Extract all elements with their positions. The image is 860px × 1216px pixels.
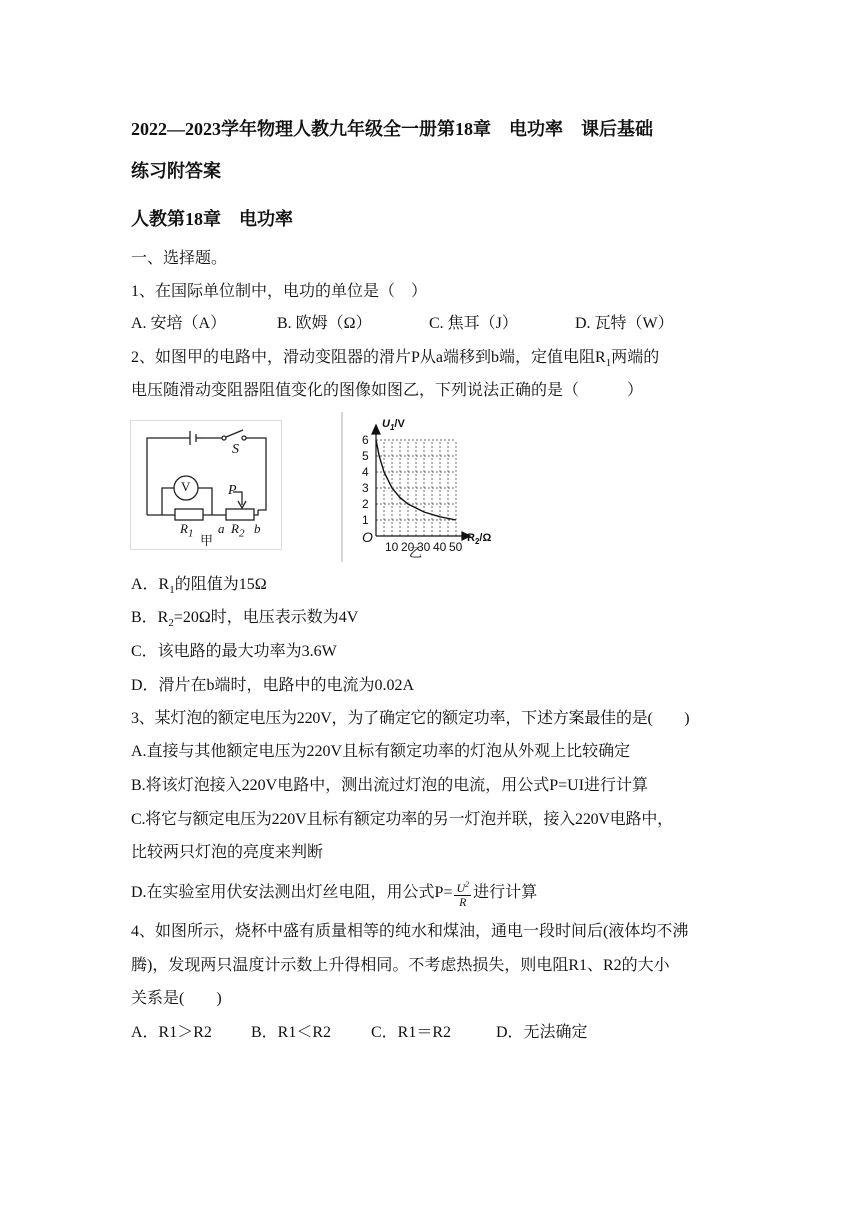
graph-y-axis-label	[382, 418, 405, 432]
y-tick-label: 1	[362, 513, 369, 527]
q2-stem-subscript: 1	[605, 357, 612, 370]
figure-caption-yi: 乙	[409, 545, 423, 560]
fraction-denominator: R	[459, 894, 467, 909]
q3-option-c-line2: 比较两只灯泡的亮度来判断	[131, 844, 324, 861]
q2-option-a	[131, 574, 267, 601]
document-title-line1: 2022—2023学年物理人教九年级全一册第18章 电功率 课后基础	[131, 119, 653, 139]
q1-option-a: A. 安培（A）	[131, 315, 227, 332]
x-tick-label: 40	[433, 540, 447, 554]
question-2-stem-line2: 电压随滑动变阻器阻值变化的图像如图乙，下列说法正确的是（ ）	[131, 382, 644, 399]
q1-option-b: B. 欧姆（Ω）	[277, 315, 372, 332]
q3-option-d-text2: 进行计算	[473, 884, 538, 901]
numerator-exponent: 2	[465, 879, 470, 889]
q2-option-d: D．滑片在b端时，电路中的电流为0.02A	[131, 677, 415, 694]
q3-option-d-text1: D.在实验室用伏安法测出灯丝电阻，用公式P=	[131, 884, 453, 901]
q3-option-c-line1: C.将它与额定电压为220V且标有额定功率的另一灯泡并联，接入220V电路中，	[131, 811, 673, 828]
question-4-stem-line2: 腾)，发现两只温度计示数上升得相同。不考虑热损失，则电阻R1、R2的大小	[131, 957, 670, 974]
x-tick-label: 30	[417, 540, 431, 554]
q4-option-d: D．无法确定	[496, 1024, 588, 1041]
q4-option-b: B．R1＜R2	[251, 1024, 332, 1041]
numerator-letter: U	[456, 880, 466, 895]
y-tick-label: 6	[362, 433, 369, 447]
q2-option-a-sub: 1	[169, 584, 175, 597]
graph-x-axis-label	[467, 532, 491, 546]
q2-option-a-text1: A．R	[131, 576, 170, 593]
y-tick-label: 3	[362, 481, 369, 495]
document-title-line2: 练习附答案	[131, 161, 221, 181]
q4-option-a: A．R1＞R2	[131, 1024, 212, 1041]
r1-label	[180, 521, 193, 540]
question-4-options	[131, 1022, 588, 1044]
q2-option-b	[131, 607, 358, 634]
y-tick-label: 5	[362, 449, 369, 463]
graph-figure	[340, 412, 510, 562]
chapter-heading: 人教第18章 电功率	[131, 209, 293, 229]
terminal-b-label: b	[254, 521, 261, 536]
q2-option-c: C．该电路的最大功率为3.6W	[131, 643, 337, 660]
r2-sub: 2	[238, 527, 245, 540]
r2-letter: R	[231, 521, 239, 536]
question-1-stem: 1、在国际单位制中，电功的单位是（ ）	[131, 283, 428, 300]
graph-origin-label: O	[362, 529, 373, 545]
x-axis-sub: 2	[474, 537, 480, 547]
question-4-stem-line3: 关系是( )	[131, 990, 222, 1007]
q2-option-b-sub: 2	[168, 617, 174, 630]
y-axis-letter: U	[382, 418, 390, 430]
q2-option-a-text2: 的阻值为15Ω	[174, 576, 267, 593]
q1-option-c: C. 焦耳（J）	[429, 315, 518, 332]
question-4-stem-line1: 4、如图所示，烧杯中盛有质量相等的纯水和煤油，通电一段时间后(液体均不沸	[131, 923, 689, 940]
r2-label	[231, 521, 244, 540]
x-axis-letter: R	[467, 532, 475, 544]
q2-option-b-text2: =20Ω时，电压表示数为4V	[173, 609, 359, 626]
section-heading: 一、选择题。	[131, 250, 228, 267]
slider-label: P	[228, 483, 237, 498]
switch-label: S	[232, 442, 239, 457]
circuit-figure	[130, 420, 282, 550]
question-3-stem: 3、某灯泡的额定电压为220V，为了确定它的额定功率，下述方案最佳的是( )	[131, 710, 690, 727]
question-1-options	[131, 313, 674, 335]
x-axis-unit: /Ω	[479, 532, 492, 544]
q4-option-c: C．R1＝R2	[371, 1024, 452, 1041]
x-tick-label: 50	[449, 540, 463, 554]
terminal-a-label: a	[218, 521, 225, 536]
q2-stem-text-a: 2、如图甲的电路中，滑动变阻器的滑片P从a端移到b端，定值电阻R	[131, 349, 606, 366]
fraction-numerator	[454, 878, 471, 896]
y-tick-label: 2	[362, 497, 369, 511]
r1-letter: R	[180, 521, 188, 536]
r1-sub: 1	[187, 527, 194, 540]
q3-option-b: B.将该灯泡接入220V电路中，测出流过灯泡的电流，用公式P=UI进行计算	[131, 777, 649, 794]
q2-stem-text-b: 两端的	[611, 349, 660, 366]
q3-option-d	[131, 876, 537, 910]
q1-option-d: D. 瓦特（W）	[575, 315, 674, 332]
y-axis-unit: /V	[394, 418, 405, 430]
q3-option-a: A.直接与其他额定电压为220V且标有额定功率的灯泡从外观上比较确定	[131, 743, 631, 760]
voltmeter-label: V	[181, 479, 191, 494]
q2-option-b-text1: B．R	[131, 609, 169, 626]
question-2-stem-line1	[131, 347, 659, 374]
figure-caption-jia: 甲	[200, 533, 214, 548]
x-tick-label: 20	[401, 540, 415, 554]
y-tick-label: 4	[362, 465, 369, 479]
y-axis-sub: 1	[389, 423, 395, 433]
formula-fraction	[454, 878, 471, 909]
x-tick-label: 10	[385, 540, 399, 554]
